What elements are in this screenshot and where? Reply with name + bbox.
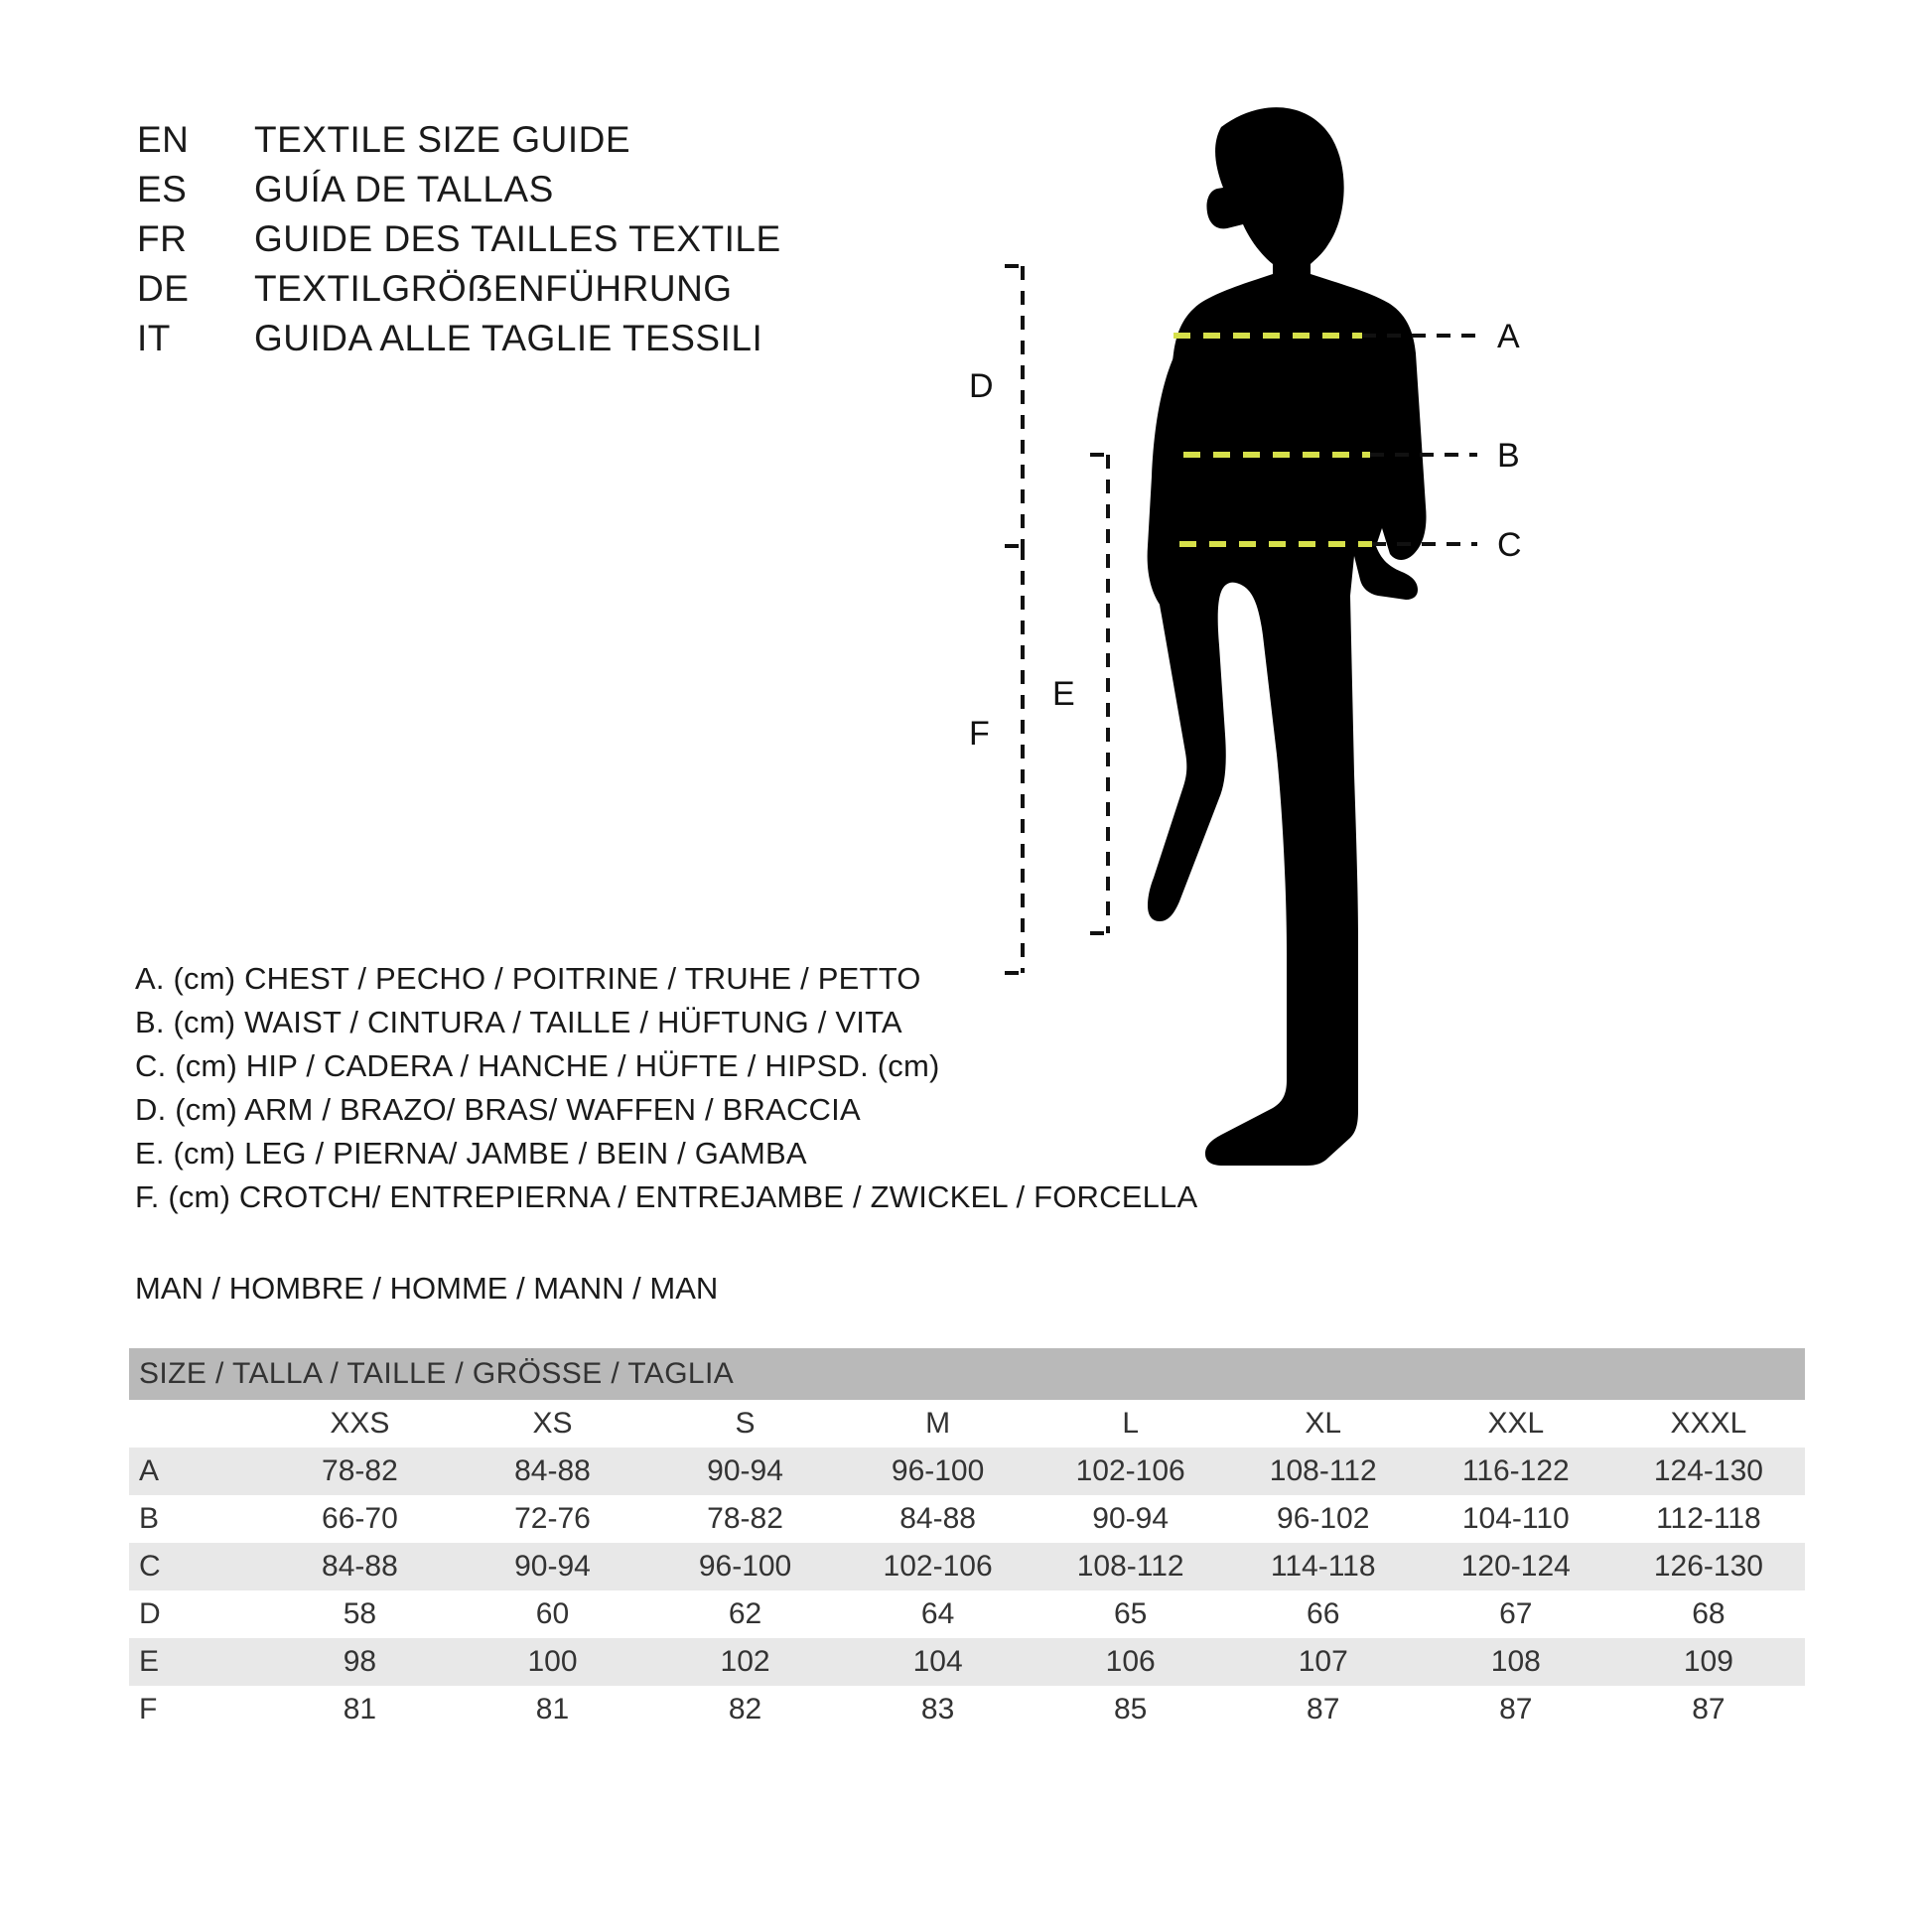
- table-row: [129, 1448, 1805, 1495]
- size-band-label: SIZE / TALLA / TAILLE / GRÖSSE / TAGLIA: [139, 1357, 735, 1390]
- table-cell: 58: [343, 1597, 377, 1630]
- label-d: D: [969, 367, 994, 405]
- table-cell: 85: [1113, 1693, 1148, 1725]
- table-cell: 109: [1683, 1645, 1733, 1678]
- table-cell: 82: [728, 1693, 762, 1725]
- table-cell: 81: [343, 1693, 377, 1725]
- table-row: [129, 1686, 1805, 1733]
- language-title: TEXTILE SIZE GUIDE: [254, 119, 631, 160]
- language-row: [137, 268, 781, 318]
- table-cell: 96-100: [891, 1454, 985, 1487]
- column-header: M: [925, 1407, 951, 1440]
- table-cell: 107: [1298, 1645, 1348, 1678]
- corner-cell: [129, 1400, 263, 1448]
- table-cell: 120-124: [1460, 1550, 1571, 1583]
- table-cell: 62: [728, 1597, 762, 1630]
- table-cell: 60: [535, 1597, 570, 1630]
- table-cell: 64: [920, 1597, 955, 1630]
- table-cell: 65: [1113, 1597, 1148, 1630]
- man-silhouette-icon: [1148, 107, 1427, 1166]
- column-header: XL: [1305, 1407, 1342, 1440]
- language-code: DE: [137, 268, 190, 309]
- column-header: S: [735, 1407, 756, 1440]
- table-cell: 66: [1307, 1597, 1340, 1630]
- table-cell: 98: [343, 1645, 377, 1678]
- legend-item-f: F. (cm) CROTCH/ ENTREPIERNA / ENTREJAMBE / ZWICKEL / FORCELLA: [135, 1179, 1198, 1214]
- language-code: IT: [137, 318, 171, 358]
- table-cell: 126-130: [1653, 1550, 1763, 1583]
- language-code: EN: [137, 119, 190, 160]
- language-row: [137, 169, 781, 218]
- label-c: C: [1497, 526, 1522, 564]
- language-code: ES: [137, 169, 188, 209]
- legend-item-a: A. (cm) CHEST / PECHO / POITRINE / TRUHE / PETTO: [135, 961, 921, 996]
- row-label: F: [139, 1693, 158, 1725]
- table-cell: 67: [1499, 1597, 1533, 1630]
- table-cell: 90-94: [514, 1550, 591, 1583]
- language-row: [137, 119, 781, 169]
- table-row: [129, 1638, 1805, 1686]
- table-cell: 104-110: [1461, 1502, 1570, 1535]
- table-row: [129, 1495, 1805, 1543]
- table-cell: 90-94: [707, 1454, 783, 1487]
- column-header: XS: [532, 1407, 573, 1440]
- label-a: A: [1497, 318, 1520, 355]
- column-header: XXS: [330, 1407, 390, 1440]
- table-cell: 96-100: [698, 1550, 792, 1583]
- gender-label: MAN / HOMBRE / HOMME / MANN / MAN: [135, 1271, 719, 1306]
- table-cell: 81: [535, 1693, 570, 1725]
- table-cell: 68: [1692, 1597, 1725, 1630]
- table-cell: 102-106: [883, 1550, 993, 1583]
- row-label: A: [139, 1454, 160, 1487]
- language-title: GUIDE DES TAILLES TEXTILE: [254, 218, 781, 259]
- row-label: D: [139, 1597, 161, 1630]
- legend-item-e: E. (cm) LEG / PIERNA/ JAMBE / BEIN / GAMBA: [135, 1136, 807, 1171]
- table-cell: 102-106: [1075, 1454, 1185, 1487]
- label-b: B: [1497, 437, 1520, 475]
- table-cell: 84-88: [514, 1454, 591, 1487]
- language-row: [137, 318, 781, 367]
- table-cell: 104: [912, 1645, 963, 1678]
- table-row: [129, 1543, 1805, 1590]
- column-header: L: [1122, 1407, 1140, 1440]
- language-title: GUIDA ALLE TAGLIE TESSILI: [254, 318, 763, 358]
- table-cell: 108-112: [1269, 1454, 1377, 1487]
- table-cell: 87: [1692, 1693, 1725, 1725]
- column-header: XXL: [1487, 1407, 1545, 1440]
- column-header: XXXL: [1670, 1407, 1747, 1440]
- language-code: FR: [137, 218, 188, 259]
- table-cell: 116-122: [1461, 1454, 1570, 1487]
- language-row: [137, 218, 781, 268]
- table-cell: 114-118: [1270, 1550, 1376, 1583]
- label-e: E: [1052, 675, 1075, 713]
- table-row: [129, 1590, 1805, 1638]
- language-title: TEXTILGRÖẞENFÜHRUNG: [254, 268, 733, 309]
- table-band-header: [129, 1348, 1805, 1400]
- legend-item-d: D. (cm) ARM / BRAZO/ BRAS/ WAFFEN / BRACCIA: [135, 1092, 861, 1127]
- table-cell: 100: [527, 1645, 578, 1678]
- table-cell: 124-130: [1653, 1454, 1763, 1487]
- table-cell: 87: [1307, 1693, 1340, 1725]
- table-cell: 87: [1499, 1693, 1533, 1725]
- table-cell: 84-88: [322, 1550, 398, 1583]
- table-cell: 108-112: [1076, 1550, 1184, 1583]
- table-cell: 102: [720, 1645, 770, 1678]
- table-cell: 83: [920, 1693, 955, 1725]
- table-cell: 78-82: [707, 1502, 783, 1535]
- legend-item-c: C. (cm) HIP / CADERA / HANCHE / HÜFTE / HIPSD. (cm): [135, 1048, 940, 1083]
- language-title-block: [137, 119, 781, 367]
- legend-item-b: B. (cm) WAIST / CINTURA / TAILLE / HÜFTUNG / VITA: [135, 1005, 902, 1039]
- table-cell: 108: [1490, 1645, 1541, 1678]
- row-label: E: [139, 1645, 160, 1678]
- language-title: GUÍA DE TALLAS: [254, 169, 554, 209]
- table-cell: 78-82: [322, 1454, 398, 1487]
- row-label: B: [139, 1502, 160, 1535]
- table-cell: 66-70: [322, 1502, 398, 1535]
- table-cell: 96-102: [1277, 1502, 1370, 1535]
- row-label: C: [139, 1550, 161, 1583]
- body-measurement-diagram: [969, 79, 1866, 1251]
- table-cell: 112-118: [1656, 1502, 1761, 1535]
- table-column-header-row: [129, 1400, 1805, 1448]
- table-cell: 90-94: [1092, 1502, 1170, 1535]
- label-f: F: [969, 715, 990, 753]
- table-cell: 72-76: [514, 1502, 591, 1535]
- dimension-line-group: [1005, 266, 1108, 973]
- table-cell: 106: [1105, 1645, 1156, 1678]
- table-cell: 84-88: [899, 1502, 976, 1535]
- size-table: [129, 1348, 1805, 1733]
